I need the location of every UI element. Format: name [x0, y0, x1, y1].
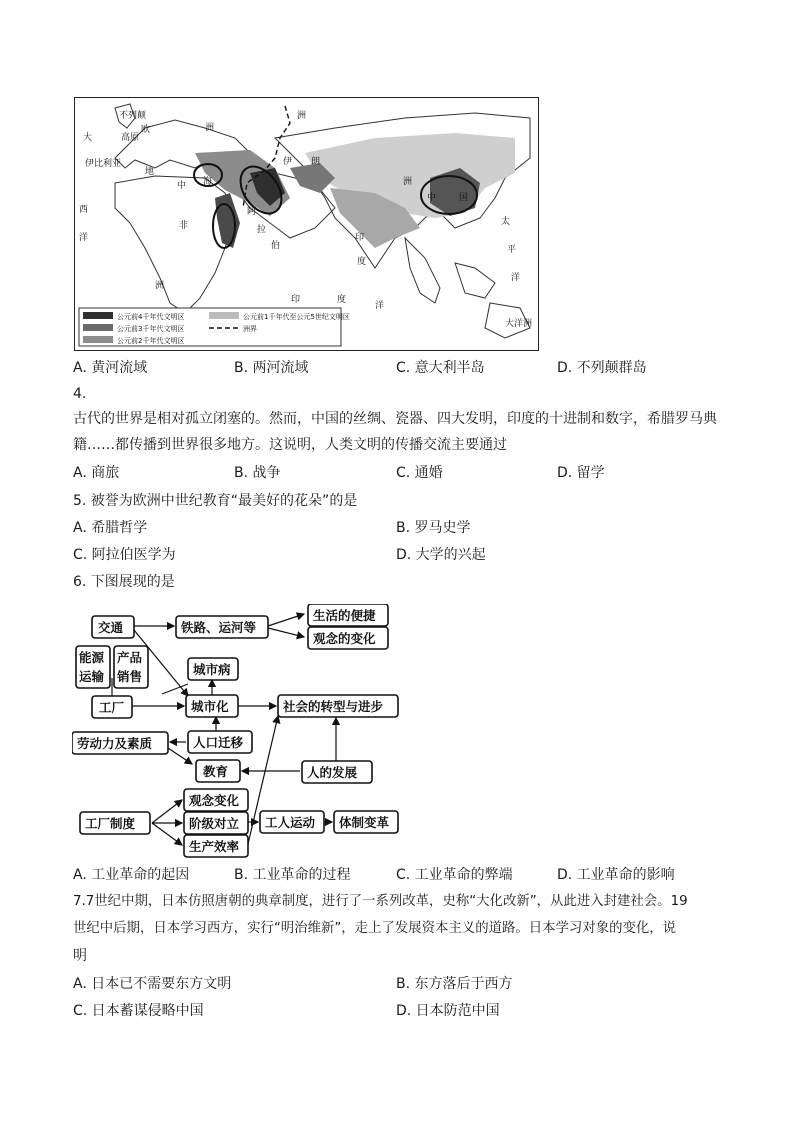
map-label-yang1: 洋: [79, 233, 89, 243]
map-label-la: 拉: [257, 225, 267, 235]
map-label-yang2: 洋: [511, 273, 521, 283]
flow-laodongli: 劳动力及素质: [77, 736, 153, 751]
flow-gongchang: 工厂: [99, 700, 125, 715]
flow-tizhi: 体制变革: [339, 815, 390, 830]
flow-jieji: 阶级对立: [189, 816, 240, 831]
map-label-hai: 海: [203, 177, 213, 187]
flow-shenghuo: 生活的便捷: [313, 608, 376, 623]
map-label-britain: 不列颠: [119, 111, 147, 121]
q6-option-b[interactable]: B. 工业革命的过程: [234, 867, 351, 883]
map-label-da: 大: [83, 133, 93, 143]
legend-4th-millennium: 公元前4千年代文明区: [117, 313, 185, 321]
map-label-zhong: 中: [177, 181, 187, 191]
legend-continent-boundary: 洲界: [243, 325, 257, 333]
industrial-revolution-flowchart: [72, 604, 402, 858]
map-label-du: 度: [357, 257, 367, 267]
q7-stem-line2: 世纪中后期，日本学习西方，实行“明治维新”，走上了发展资本主义的道路。日本学习对象的变化，说: [73, 921, 677, 936]
map-label-zhongguo-zhong: 中: [427, 193, 437, 203]
q6-option-c[interactable]: C. 工业革命的弊端: [396, 867, 513, 883]
q4-option-d[interactable]: D. 留学: [557, 465, 605, 481]
q7-option-d[interactable]: D. 日本防范中国: [396, 1003, 500, 1019]
q7-stem-line1: 7.7世纪中期，日本仿照唐朝的典章制度，进行了一系列改革，史称“大化改新”，从此进入封建社会。19: [73, 894, 688, 909]
legend-1st-millennium: 公元前1千年代至公元5世纪文明区: [243, 313, 350, 321]
q4-option-a[interactable]: A. 商旅: [73, 465, 120, 481]
flow-tielu: 铁路、运河等: [181, 620, 257, 635]
map-label-zhou1: 洲: [205, 123, 215, 133]
map-label-indian-ocean-du: 度: [337, 295, 347, 305]
q6-option-d[interactable]: D. 工业革命的影响: [557, 867, 675, 883]
q7-option-a[interactable]: A. 日本已不需要东方文明: [73, 976, 232, 992]
map-label-di: 地: [145, 167, 155, 177]
legend-2nd-millennium: 公元前2千年代文明区: [117, 337, 185, 345]
q5-option-d[interactable]: D. 大学的兴起: [396, 547, 486, 563]
map-label-xi: 西: [79, 205, 89, 215]
q4-number: 4.: [73, 386, 87, 402]
map-label-zhou-africa: 洲: [155, 281, 165, 291]
q5-option-b[interactable]: B. 罗马史学: [396, 520, 471, 536]
q3-option-d[interactable]: D. 不列颠群岛: [557, 360, 647, 376]
q4-stem-line2: 籍……都传播到世界很多地方。这说明，人类文明的传播交流主要通过: [73, 437, 507, 453]
q7-option-b[interactable]: B. 东方落后于西方: [396, 976, 513, 992]
map-graphic: [75, 98, 538, 350]
map-label-bo: 伯: [271, 241, 281, 251]
map-label-zhou2: 洲: [297, 111, 307, 121]
map-label-gaoyuan: 高原: [121, 133, 140, 143]
map-label-indian-ocean-yang: 洋: [375, 301, 385, 311]
q6-stem: 6. 下图展现的是: [73, 574, 175, 590]
map-label-yin: 印: [355, 233, 365, 243]
flow-shehui: 社会的转型与进步: [283, 699, 384, 714]
q7-option-c[interactable]: C. 日本蓄谋侵略中国: [73, 1003, 204, 1019]
q5-option-c[interactable]: C. 阿拉伯医学为: [73, 547, 176, 563]
map-label-zhongguo-guo: 国: [459, 193, 469, 203]
q3-option-a[interactable]: A. 黄河流域: [73, 360, 148, 376]
q4-stem-line1: 古代的世界是相对孤立闭塞的。然而，中国的丝绸、瓷器、四大发明，印度的十进制和数字，希腊罗马典: [73, 411, 717, 427]
q5-stem: 5. 被誉为欧洲中世纪教育“最美好的花朵”的是: [73, 493, 358, 509]
flow-gongren: 工人运动: [265, 815, 316, 830]
q7-stem-line3: 明: [73, 948, 87, 964]
flow-chengshibing: 城市病: [193, 662, 231, 677]
q4-option-b[interactable]: B. 战争: [234, 465, 281, 481]
flow-shengchan: 生产效率: [189, 839, 240, 854]
flow-guannian2: 观念变化: [189, 793, 240, 808]
flow-chanpin-1: 产品: [117, 650, 143, 665]
q5-option-a[interactable]: A. 希腊哲学: [73, 520, 148, 536]
flow-renkou: 人口迁移: [193, 735, 244, 750]
map-label-oceania: 大洋洲: [505, 319, 533, 329]
map-label-a: 阿: [247, 207, 257, 217]
flow-jiaoyu: 教育: [203, 764, 229, 779]
map-label-lang: 朗: [311, 157, 321, 167]
flow-zhidu: 工厂制度: [85, 816, 136, 831]
flow-jiaotong: 交通: [98, 620, 124, 635]
flow-chengshihua: 城市化: [191, 699, 229, 714]
flow-chanpin-2: 销售: [117, 669, 143, 684]
flow-guannian1: 观念的变化: [313, 631, 376, 646]
map-label-tai: 太: [501, 217, 511, 227]
legend-3rd-millennium: 公元前3千年代文明区: [117, 325, 185, 333]
q3-option-c[interactable]: C. 意大利半岛: [396, 360, 485, 376]
map-label-yi: 伊: [283, 157, 293, 167]
q4-option-c[interactable]: C. 通婚: [396, 465, 443, 481]
flow-renfazhan: 人的发展: [307, 765, 358, 780]
q3-option-b[interactable]: B. 两河流域: [234, 360, 309, 376]
flowchart-graphic: [72, 604, 402, 858]
map-label-indian-ocean-yin: 印: [291, 295, 301, 305]
map-label-iberia: 伊比利亚: [85, 159, 122, 169]
map-label-fei: 非: [179, 221, 189, 231]
ancient-civilizations-map: [74, 97, 539, 351]
map-legend: [79, 308, 350, 346]
map-label-ou: 欧: [141, 125, 151, 135]
flow-nengyuan-2: 运输: [79, 669, 105, 684]
map-label-ping: 平: [507, 245, 517, 255]
flow-nengyuan-1: 能源: [79, 650, 105, 665]
q6-option-a[interactable]: A. 工业革命的起因: [73, 867, 190, 883]
map-label-zhou-asia: 洲: [403, 177, 413, 187]
